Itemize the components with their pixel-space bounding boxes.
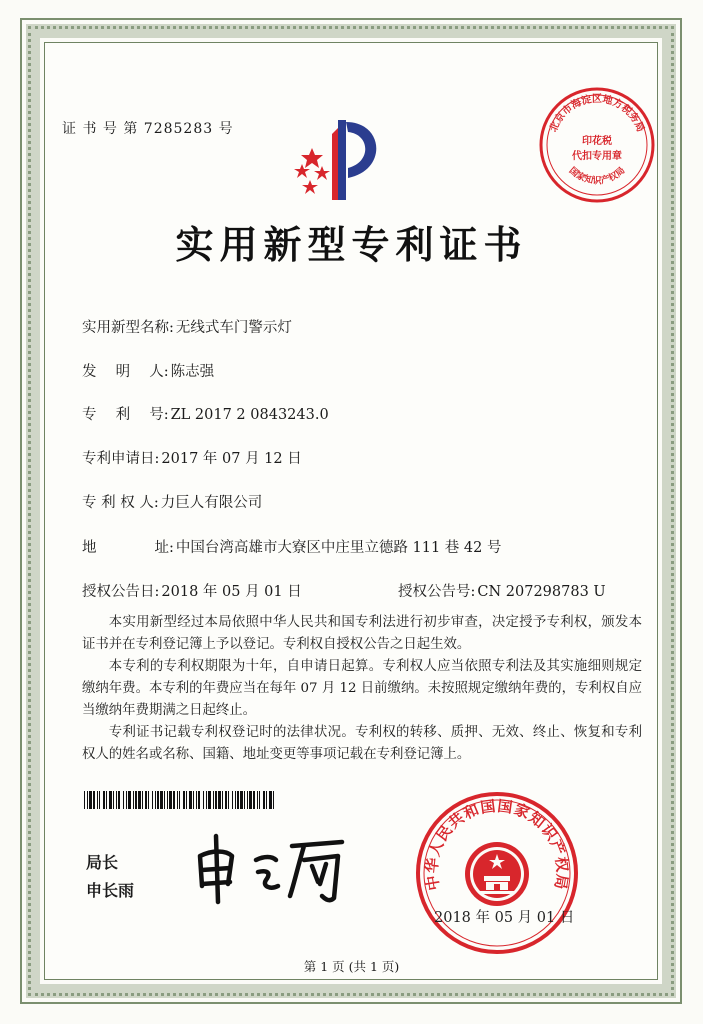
barcode-bar xyxy=(249,791,252,809)
barcode-bar xyxy=(113,791,114,809)
barcode-bar xyxy=(93,791,95,809)
barcode-bar xyxy=(173,791,175,809)
barcode-bar xyxy=(232,791,233,809)
barcode-bar xyxy=(157,791,159,809)
tax-stamp-seal xyxy=(536,84,658,206)
barcode-bar xyxy=(269,791,272,809)
barcode-bar xyxy=(142,791,143,809)
certificate-title: 实用新型专利证书 xyxy=(175,222,528,267)
barcode-bar xyxy=(123,791,124,809)
barcode-bar xyxy=(247,791,248,809)
barcode-bar xyxy=(240,791,243,809)
barcode-bar xyxy=(169,791,172,809)
barcode-bar xyxy=(263,791,265,809)
field-label: 专利申请日: xyxy=(82,451,160,467)
barcode-bar xyxy=(106,791,107,809)
barcode-bar xyxy=(228,791,229,809)
barcode-bar xyxy=(148,791,149,809)
field-label: 专 利 号: xyxy=(82,407,169,423)
barcode-bar xyxy=(203,791,204,809)
field-label: 发 明 人: xyxy=(82,364,169,380)
svg-text:北京市海淀区地方税务局 xyxy=(547,92,647,134)
paragraph-term-and-fees: 本专利的专利权期限为十年，自申请日起算。专利权人应当依照专利法及其实施细则规定缴纳年费。本专利的年费应当在每年 07 月 12 日前缴纳。未按照规定缴纳年费的，专利权自应当缴纳年费期满之日起终止。 xyxy=(82,659,642,718)
barcode-bar xyxy=(167,791,168,809)
field-value: 中国台湾高雄市大寮区中庄里立德路 111 巷 42 号 xyxy=(175,540,502,556)
barcode-bar xyxy=(206,791,207,809)
cnipa-official-seal xyxy=(414,790,580,956)
cnipa-logo-icon xyxy=(292,108,396,204)
barcode-bar xyxy=(198,791,200,809)
barcode-bar xyxy=(135,791,137,809)
barcode-bar xyxy=(259,791,260,809)
barcode-bar xyxy=(208,791,211,809)
field-label: 实用新型名称: xyxy=(82,320,174,336)
field-filing-date xyxy=(82,447,302,468)
page-number: 第 1 页 (共 1 页) xyxy=(303,959,400,974)
barcode-bar xyxy=(273,791,274,809)
barcode-bar xyxy=(253,791,255,809)
tax-stamp-outer-text: 北京市海淀区地方税务局 xyxy=(548,94,646,134)
barcode-bar xyxy=(138,791,141,809)
commissioner-title: 局长 xyxy=(86,853,119,872)
barcode-bar xyxy=(87,791,88,809)
commissioner-name: 申长雨 xyxy=(86,881,135,900)
barcode-bar xyxy=(213,791,214,809)
barcode-bar xyxy=(177,791,178,809)
field-value: CN 207298783 U xyxy=(477,584,606,600)
barcode-bar xyxy=(218,791,221,809)
seal-ring-text: 中华人民共和国国家知识产权局 xyxy=(422,796,572,892)
field-patentee xyxy=(82,491,262,512)
barcode-bar xyxy=(84,791,85,809)
barcode-bar xyxy=(225,791,227,809)
barcode-bar xyxy=(186,791,187,809)
barcode-bar xyxy=(160,791,163,809)
barcode-bar xyxy=(97,791,98,809)
barcode-bar xyxy=(244,791,245,809)
field-inventor xyxy=(82,360,214,381)
barcode-bar xyxy=(103,791,105,809)
tax-stamp-line2: 代扣专用章 xyxy=(572,151,622,162)
barcode-bar xyxy=(237,791,239,809)
barcode-bar xyxy=(116,791,117,809)
certificate-number: 证 书 号 第 7285283 号 xyxy=(62,121,234,137)
barcode-bar xyxy=(133,791,134,809)
barcode-bar xyxy=(99,791,100,809)
barcode-bar xyxy=(145,791,147,809)
barcode-bar xyxy=(155,791,156,809)
tax-stamp-line1: 印花税 xyxy=(582,136,612,147)
field-grant-date xyxy=(82,580,302,601)
tax-stamp-bottom-text: 国家知识产权局 xyxy=(566,165,628,187)
seal-date: 2018 年 05 月 01 日 xyxy=(434,910,575,926)
field-value: 陈志强 xyxy=(170,364,215,380)
barcode-bar xyxy=(109,791,112,809)
barcode-icon xyxy=(84,791,276,809)
barcode-bar xyxy=(183,791,185,809)
barcode-bar xyxy=(152,791,153,809)
barcode-bar xyxy=(196,791,197,809)
field-grant-number xyxy=(398,580,606,601)
barcode-bar xyxy=(164,791,165,809)
barcode-bar xyxy=(193,791,194,809)
svg-text:国家知识产权局 xyxy=(567,164,627,186)
paragraph-grant-statement: 本实用新型经过本局依照中华人民共和国专利法进行初步审查，决定授予专利权，颁发本证书并在专利登记簿上予以登记。专利权自授权公告之日起生效。 xyxy=(82,615,642,652)
barcode-bar xyxy=(179,791,180,809)
field-value: 2018 年 05 月 01 日 xyxy=(161,584,302,600)
field-patent-number xyxy=(82,403,329,424)
field-value: 2017 年 07 月 12 日 xyxy=(161,451,302,467)
field-utility-model-name xyxy=(82,316,292,337)
field-value: 力巨人有限公司 xyxy=(160,495,263,511)
field-label: 专 利 权 人: xyxy=(82,495,159,511)
barcode-bar xyxy=(128,791,131,809)
barcode-bar xyxy=(257,791,258,809)
handwritten-signature xyxy=(192,826,362,908)
field-value: ZL 2017 2 0843243.0 xyxy=(170,407,329,423)
barcode-bar xyxy=(126,791,127,809)
field-label: 地 址: xyxy=(82,540,174,556)
field-label: 授权公告号: xyxy=(398,584,476,600)
field-value: 无线式车门警示灯 xyxy=(175,320,292,336)
barcode-bar xyxy=(222,791,223,809)
barcode-bar xyxy=(89,791,92,809)
paragraph-legal-status: 专利证书记载专利权登记时的法律状况。专利权的转移、质押、无效、终止、恢复和专利权人的姓名或名称、国籍、地址变更等事项记载在专利登记簿上。 xyxy=(82,725,642,762)
barcode-bar xyxy=(266,791,267,809)
barcode-bar xyxy=(235,791,236,809)
field-label: 授权公告日: xyxy=(82,584,160,600)
barcode-bar xyxy=(189,791,192,809)
field-address xyxy=(82,536,501,557)
barcode-bar xyxy=(215,791,217,809)
barcode-bar xyxy=(118,791,120,809)
